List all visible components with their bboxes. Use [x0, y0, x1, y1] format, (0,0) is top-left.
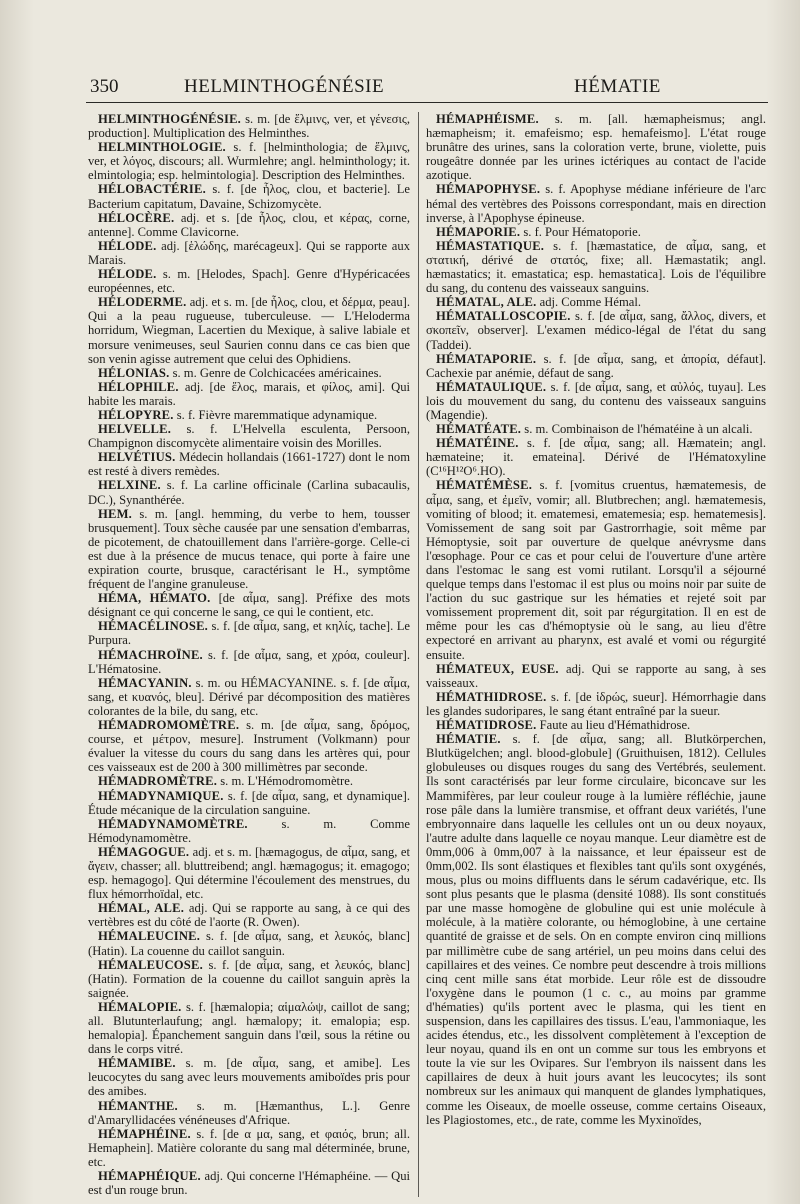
dictionary-entry: [88, 366, 410, 380]
entry-headword: HÉMACÉLINOSE.: [98, 619, 209, 634]
entry-headword: HÉLOBACTÉRIE.: [98, 182, 206, 197]
dictionary-entry: [426, 309, 766, 351]
dictionary-entry: [88, 507, 410, 592]
dictionary-entry: [88, 408, 410, 422]
dictionary-entry: [88, 901, 410, 929]
entry-definition: s. m. [de ἕλμινς, ver, et γένεσις, production]. Multiplication des Helminthes.: [88, 112, 410, 141]
entry-definition: s. f. [de αἷμα, sang; all. Hæmatein; angl. hæmateine; it. emateina]. Dérivé de l'Hématoxyline (C¹⁶H¹²O⁶.HO).: [426, 436, 766, 479]
entry-headword: HÉMALEUCINE.: [98, 929, 201, 944]
dictionary-entry: [88, 845, 410, 901]
dictionary-entry: [426, 352, 766, 380]
entry-definition: s. f. Apophyse médiane inférieure de l'arc hémal des vertèbres des Poissons correspondant, mais en direction inverse, à l'Apophyse épineuse.: [426, 182, 766, 225]
entry-headword: HÉLOPHILE.: [98, 379, 179, 394]
entry-headword: HÉMATÉMÈSE.: [436, 478, 533, 493]
dictionary-entry: [88, 295, 410, 365]
entry-headword: HÉLODERME.: [98, 295, 187, 310]
entry-definition: s. f. [de αἷμα, sang, et dynamique]. Étude mécanique de la circulation sanguine.: [88, 788, 410, 817]
dictionary-entry: [88, 591, 410, 619]
entry-definition: s. f. [de αἷμα, sang, ἄλλος, divers, et σκοπεῖν, observer]. L'examen médico-légal de l'état du sang (Taddei).: [426, 309, 766, 352]
dictionary-entry: [88, 774, 410, 788]
entry-definition: Faute au lieu d'Hémathidrose.: [536, 718, 691, 733]
entry-headword: HÉMADYNAMOMÈTRE.: [98, 816, 248, 831]
dictionary-entry: [88, 958, 410, 1000]
entry-definition: adj. Comme Hémal.: [536, 295, 642, 310]
entry-definition: s. f. [hæmastatice, de αἷμα, sang, et στατική, dérivé de στατός, fixe; all. Hæmastatik; angl. hæmastatics; it. emastatica; esp. hemastatica]. Lois de l'équilibre du sang, du contenu des vaisseaux sanguins.: [426, 238, 766, 296]
dictionary-entry: [88, 648, 410, 676]
entry-definition: s. m. L'Hémodromomètre.: [217, 774, 353, 789]
entry-definition: adj. Qui se rapporte au sang, à ce qui des vertèbres est du côté de l'aorte (R. Owen).: [88, 901, 410, 930]
right-column: [426, 112, 766, 1127]
entry-headword: HÉMALOPIE.: [98, 999, 182, 1014]
entry-headword: HÉMAL, ALE.: [98, 901, 185, 916]
entry-definition: s. f. [de αἷμα, sang, et λευκός, blanc] (Hatin). La couenne du caillot sanguin.: [88, 929, 410, 958]
dictionary-entry: [88, 619, 410, 647]
dictionary-entry: [426, 380, 766, 422]
entry-headword: HÉLODE.: [98, 238, 157, 253]
entry-headword: HÉMATIE.: [436, 732, 501, 747]
entry-headword: HÉMANTHE.: [98, 1098, 178, 1113]
entry-definition: adj. et s. m. [hæmagogus, de αἷμα, sang, et ἄγειν, chasser; all. bluttreibend; angl. hæmagogus; it. emagogo; esp. hemagogo]. Qui détermine l'écoulement des menstrues, du flux hémorrhoïdal, etc.: [88, 844, 410, 902]
entry-headword: HÉMATIDROSE.: [436, 718, 537, 733]
entry-definition: s. f. [de ἧλος, clou, et bacterie]. Le Bacterium capitatum, Davaine, Schizomycète.: [88, 182, 410, 211]
entry-definition: s. m. [de αἷμα, sang, et amibe]. Les leucocytes du sang avec leurs mouvements amiboïdes pris pour des amibes.: [88, 1056, 410, 1099]
entry-headword: HÉMADROMOMÈTRE.: [98, 718, 240, 733]
left-column: [88, 112, 410, 1197]
dictionary-entry: [88, 789, 410, 817]
entry-definition: Médecin hollandais (1661-1727) dont le nom est resté à divers remèdes.: [88, 450, 410, 479]
dictionary-entry: [88, 478, 410, 506]
entry-headword: HÉMACHROÏNE.: [98, 647, 203, 662]
entry-definition: s. m. [angl. hemming, du verbe to hem, tousser brusquement]. Toux sèche causée par une sensation d'embarras, de picotement, de chatouillement dans l'arrière-gorge. Celle-ci est due à la présence de mucus tenace, qui porte à faire une expiration courte, brusque, caractérisant le H., symptôme fréquent de l'angine granuleuse.: [88, 506, 410, 592]
entry-definition: s. m. ou HÉMACYANINE. s. f. [de αἷμα, sang, et κυανός, bleu]. Dérivé par décomposition des matières colorantes de la bile, du sang, etc.: [88, 675, 410, 718]
entry-headword: HEM.: [98, 506, 133, 521]
dictionary-entry: [88, 1169, 410, 1197]
entry-headword: HÉMATHIDROSE.: [436, 689, 547, 704]
entry-definition: s. f. Fièvre maremmatique adynamique.: [173, 407, 378, 422]
entry-headword: HÉMAPHÉINE.: [98, 1126, 191, 1141]
entry-headword: HÉMAPOPHYSE.: [436, 182, 541, 197]
entry-definition: s. m. [de αἷμα, sang, δρόμος, course, et μέτρον, mesure]. Instrument (Volkmann) pour évaluer la vitesse du cours du sang dans les artères qui, pour ces vaisseaux est de 200 à 300 millimètres par seconde.: [88, 718, 410, 775]
entry-headword: HÉLOCÈRE.: [98, 210, 175, 225]
dictionary-entry: [426, 239, 766, 295]
entry-definition: s. f. [de αἷμα, sang, et λευκός, blanc] (Hatin). Formation de la couenne du caillot sanguin après la saignée.: [88, 957, 410, 1000]
header-right-title: HÉMATIE: [574, 76, 661, 97]
entry-definition: s. f. [de αἷμα, sang, et κηλίς, tache]. Le Purpura.: [88, 619, 410, 648]
dictionary-entry: [88, 817, 410, 845]
entry-headword: HÉMAPHÉIQUE.: [98, 1169, 201, 1184]
entry-definition: [de αἷμα, sang]. Préfixe des mots désignant ce qui concerne le sang, ce qui le contient, etc.: [88, 591, 410, 620]
dictionary-entry: [426, 690, 766, 718]
entry-definition: s. m. [Helodes, Spach]. Genre d'Hypéricacées européennes, etc.: [88, 267, 410, 296]
dictionary-entry: [88, 676, 410, 718]
entry-headword: HÉMADROMÈTRE.: [98, 774, 218, 789]
entry-definition: s. m. Genre de Colchicacées américaines.: [169, 365, 382, 380]
dictionary-entry: [426, 422, 766, 436]
page-edge-shadow-right: [766, 0, 800, 1204]
page-number: 350: [90, 76, 119, 97]
dictionary-entry: [426, 112, 766, 182]
dictionary-entry: [88, 450, 410, 478]
dictionary-entry: [426, 478, 766, 661]
entry-headword: HÉLOPYRE.: [98, 407, 174, 422]
entry-definition: s. f. [helminthologia; de ἕλμινς, ver, et λόγος, discours; all. Wurmlehre; angl. helminthology; it. elmintologia; esp. helmintologia]. Description des Helminthes.: [88, 140, 410, 183]
entry-definition: adj. [ἑλώδης, marécageux]. Qui se rapporte aux Marais.: [88, 238, 410, 267]
entry-headword: HÉLODE.: [98, 267, 157, 282]
entry-headword: HÉMATALLOSCOPIE.: [436, 309, 571, 324]
entry-definition: s. f. [de αἷμα, sang, et χρόα, couleur]. L'Hématosine.: [88, 647, 410, 676]
dictionary-entry: [426, 718, 766, 732]
entry-definition: s. f. [de αἷμα, sang; all. Blutkörperchen, Blutkügelchen; angl. blood-globule] (Gruithuisen, 1812). Cellules globuleuses ou disques rouges du sang des Vertébrés, seulement. Ils sont caractérisés par leur forme circulaire, biconcave sur les Mammifères, par leur couleur rouge à la lumière réfléchie, jaune rose pâle dans la lumière transmise, et offrant deux variétés, l'une embryonnaire dans laquelle les cellules ont un ou deux noyaux, l'autre adulte dans laquelle ce noyau manque. Leur diamètre est de 0mm,006 à 0mm,007 à la naissance, et leur épaisseur est de 0mm,002. Ils sont élastiques et flexibles tant qu'ils sont oxygénés, mous, plus ou moins diffluents dans le sérum cadavérique, etc. Ils sont plus pesants que le plasma (densité 1088). Ils sont constitués par une masse homogène de globuline qui est unie molécule à molécule, à la matière colorante, ou hémoglobine, à une certaine quantité de graisse et de sels. On en compte environ cinq millions par millimètre cube de sang artériel, un peu moins dans celui des capillaires et des veines. Ce nombre peut descendre à trois millions cinq cent mille sans état morbide. Leur rôle est de dissoudre l'oxygène dans le poumon (1 c. c., au moins par gramme d'hématies) qu'ils portent avec le plasma, qui les tient en suspension, dans les capillaires des tissus. L'eau, l'ammoniaque, les acides étendus, etc., les dissolvent complètement à l'exception de leur noyau, quand ils en ont un comme sur tous les embryons et toute la vie sur les Ovipares. Sur l'embryon ils naissent dans les capillaires de deux à huit jours avant les leucocytes; ils sont nombreux sur les animaux qui manquent de glandes lymphatiques, comme les Oiseaux, de moelle osseuse, comme certains Oiseaux, les Plagiostomes, etc., de rate, comme les Myxinoïdes,: [426, 732, 766, 1127]
entry-headword: HÉMALEUCOSE.: [98, 957, 203, 972]
dictionary-entry: [88, 380, 410, 408]
dictionary-entry: [88, 239, 410, 267]
entry-definition: adj. Qui concerne l'Hémaphéine. — Qui est d'un rouge brun.: [88, 1169, 410, 1198]
dictionary-entry: [88, 211, 410, 239]
entry-definition: s. f. [de ἱδρώς, sueur]. Hémorrhagie dans les glandes sudoripares, le sang étant entraîné par la sueur.: [426, 689, 766, 718]
entry-headword: HÉMATÉINE.: [436, 436, 519, 451]
entry-headword: HÉMADYNAMIQUE.: [98, 788, 224, 803]
entry-definition: s. f. [de α μα, sang, et φαιός, brun; all. Hemaphein]. Matière colorante du sang mal déterminée, brune, etc.: [88, 1126, 410, 1169]
entry-headword: HÉMATAULIQUE.: [436, 379, 547, 394]
dictionary-entry: [426, 662, 766, 690]
entry-headword: HÉMATÉATE.: [436, 422, 522, 437]
entry-headword: HÉMAPORIE.: [436, 224, 521, 239]
entry-headword: HÉMACYANIN.: [98, 675, 192, 690]
entry-headword: HÉMATEUX, EUSE.: [436, 661, 559, 676]
dictionary-entry: [88, 929, 410, 957]
dictionary-entry: [88, 1099, 410, 1127]
entry-definition: s. m. [Hæmanthus, L.]. Genre d'Amaryllidacées vénéneuses d'Afrique.: [88, 1098, 410, 1127]
entry-definition: s. m. Combinaison de l'hématéine à un alcali.: [521, 422, 753, 437]
dictionary-entry: [426, 732, 766, 1127]
entry-headword: HÉMATAL, ALE.: [436, 295, 537, 310]
dictionary-entry: [88, 267, 410, 295]
entry-headword: HELVELLE.: [98, 422, 172, 437]
header-rule: [86, 102, 768, 103]
entry-headword: HÉMA, HÉMATO.: [98, 591, 211, 606]
dictionary-entry: [88, 1056, 410, 1098]
entry-definition: s. f. [de αἷμα, sang, et αὐλός, tuyau]. Les lois du mouvement du sang, du contenu des vaisseaux sanguins (Magendie).: [426, 379, 766, 422]
header-left-title: HELMINTHOGÉNÉSIE: [184, 76, 385, 97]
entry-definition: s. m. Comme Hémodynamomètre.: [88, 816, 410, 845]
dictionary-entry: [88, 140, 410, 182]
entry-definition: s. f. [vomitus cruentus, hæmatemesis, de αἷμα, sang, et ἐμεῖν, vomir; all. Blutbrechen; angl. hæmatemesis, vomiting of blood; it. ematemesi, ematemesia; esp. hematemesis]. Vomissement de sang soit par Gastrorrhagie, soit même par Hémoptysie, soit par ouverture de quelque anévrysme dans l'œsophage. Pour ce cas et pour celui de l'ouverture d'une artère dans l'estomac le sang est vomi rutilant. Lorsqu'il a séjourné quelque temps dans l'estomac il est plus ou moins noir par suite de l'action du suc gastrique sur les hématies et rejeté soit par vomissement proprement dit, soit par régurgitation. Il en est de même pour les cas d'hémoptysie où le sang, au lieu d'être expectoré en arrivant au pharynx, est avalé et vomi ou régurgité ensuite.: [426, 478, 766, 662]
entry-headword: HÉMATAPORIE.: [436, 351, 537, 366]
entry-definition: adj. et s. m. [de ἧλος, clou, et δέρμα, peau]. Qui a la peau rugueuse, tuberculeuse. — L'Heloderma horridum, Wiegman, Lacertien du Mexique, à salive labiale et morsure venimeuses, seul Saurien connu dans ce cas bien que son venin agisse autrement que celui des Ophidiens.: [88, 295, 410, 366]
entry-headword: HELMINTHOLOGIE.: [98, 140, 226, 155]
entry-definition: adj. Qui se rapporte au sang, à ses vaisseaux.: [426, 661, 766, 690]
dictionary-entry: [88, 1000, 410, 1056]
entry-headword: HÉMAGOGUE.: [98, 844, 190, 859]
entry-definition: s. f. [hæmalopia; αἱμαλώψ, caillot de sang; all. Blutunterlaufung; angl. hæmalopy; it. emalopia; esp. hemalopia]. Épanchement sanguin dans l'œil, sous la rétine ou dans le corps vitré.: [88, 999, 410, 1057]
entry-headword: HELVÉTIUS.: [98, 450, 176, 465]
entry-headword: HÉLONIAS.: [98, 365, 170, 380]
dictionary-entry: [88, 1127, 410, 1169]
entry-headword: HELMINTHOGÉNÉSIE.: [98, 112, 242, 126]
entry-definition: s. f. Pour Hématoporie.: [520, 224, 641, 239]
running-header: [80, 76, 770, 102]
entry-headword: HÉMAMIBE.: [98, 1056, 176, 1071]
entry-headword: HÉMASTATIQUE.: [436, 238, 545, 253]
entry-headword: HELXINE.: [98, 478, 161, 493]
entry-definition: adj. [de ἕλος, marais, et φίλος, ami]. Qui habite les marais.: [88, 379, 410, 408]
column-divider: [418, 112, 419, 1197]
entry-definition: s. f. La carline officinale (Carlina subacaulis, DC.), Synanthérée.: [88, 478, 410, 507]
entry-definition: adj. et s. [de ἧλος, clou, et κέρας, corne, antenne]. Comme Clavicorne.: [88, 210, 410, 239]
dictionary-entry: [426, 182, 766, 224]
dictionary-entry: [88, 182, 410, 210]
entry-definition: s. m. [all. hæmapheismus; angl. hæmapheism; it. emafeismo; esp. hemafeismo]. L'état rouge brunâtre des urines, sans la coloration verte, brune, violette, puis rougeâtre donnée par les urines ictériques au contact de l'acide azotique.: [426, 112, 766, 183]
page-edge-shadow-left: [0, 0, 34, 1204]
entry-definition: s. f. L'Helvella esculenta, Persoon, Champignon discomycète alimentaire voisin des Morilles.: [88, 422, 410, 451]
dictionary-entry: [426, 295, 766, 309]
entry-definition: s. f. [de αἷμα, sang, et ἀπορία, défaut]. Cachexie par anémie, défaut de sang.: [426, 351, 766, 380]
dictionary-entry: [88, 422, 410, 450]
dictionary-entry: [426, 225, 766, 239]
dictionary-entry: [426, 436, 766, 478]
dictionary-entry: [88, 718, 410, 774]
dictionary-entry: [88, 112, 410, 140]
entry-headword: HÉMAPHÉISME.: [436, 112, 539, 126]
